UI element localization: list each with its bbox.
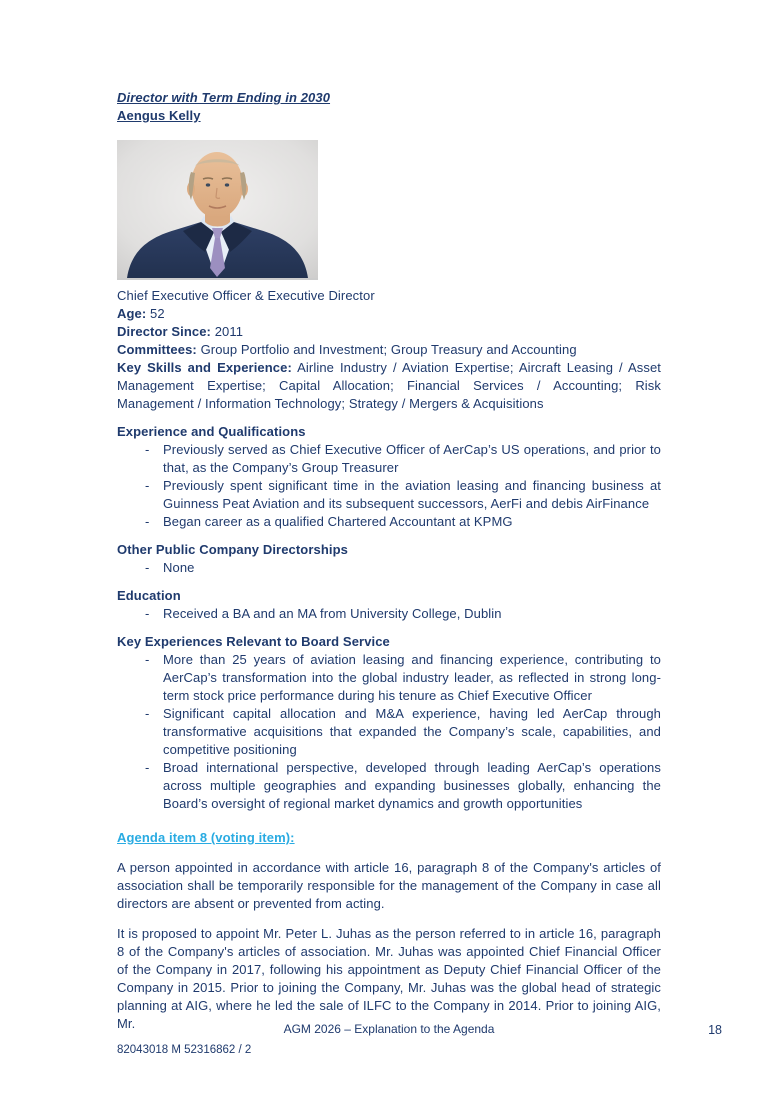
director-since-value: 2011 — [214, 324, 244, 339]
bullet-dash: - — [145, 760, 150, 775]
list-item — [117, 513, 661, 531]
director-since-label: Director Since: — [117, 324, 211, 339]
bullet-dash: - — [145, 478, 150, 493]
committees-line — [117, 341, 661, 359]
term-ending-heading: Director with Term Ending in 2030 — [117, 90, 331, 105]
director-name-heading: Aengus Kelly — [117, 108, 201, 123]
key-skills-line — [117, 359, 661, 413]
section-other-directorships — [117, 541, 661, 577]
director-portrait-photo — [117, 140, 318, 280]
section-education — [117, 587, 661, 623]
agenda-paragraph: A person appointed in accordance with article 16, paragraph 8 of the Company's articles of association shall be temporarily responsible for the management of the Company in case all directors are absent or prevented from acting. — [117, 860, 661, 911]
committees-value: Group Portfolio and Investment; Group Treasury and Accounting — [200, 342, 577, 357]
list-item — [117, 477, 661, 513]
bullet-dash: - — [145, 606, 150, 621]
section-heading: Experience and Qualifications — [117, 424, 306, 439]
section-heading: Education — [117, 588, 181, 603]
bullet-text: Previously spent significant time in the aviation leasing and financing business at Guinness Peat Aviation and its subsequent successors, AerFi and debis AirFinance — [163, 478, 661, 511]
bullet-dash: - — [145, 706, 150, 721]
bullet-dash: - — [145, 442, 150, 457]
bullet-text: Broad international perspective, developed through leading AerCap’s operations across multiple geographies and expanding businesses globally, enhancing the Board’s oversight of regional market dynamics and growth opportunities — [163, 760, 661, 811]
section-heading: Key Experiences Relevant to Board Service — [117, 634, 390, 649]
bullet-text: Previously served as Chief Executive Officer of AerCap’s US operations, and prior to that, as the Company’s Group Treasurer — [163, 442, 661, 475]
age-label: Age: — [117, 306, 147, 321]
agenda-item-heading: Agenda item 8 (voting item): — [117, 830, 295, 845]
age-value: 52 — [150, 306, 165, 321]
director-title: Chief Executive Officer & Executive Director — [117, 288, 375, 303]
footer-document-title: AGM 2026 – Explanation to the Agenda — [283, 1022, 495, 1036]
bullet-dash: - — [145, 652, 150, 667]
bullet-dash: - — [145, 514, 150, 529]
section-heading: Other Public Company Directorships — [117, 542, 348, 557]
key-skills-value: Airline Industry / Aviation Expertise; Aircraft Leasing / Asset Management Expertise; Capital Allocation; Financial Services / Accounting; Risk Management / Information Technology; Strategy / Mergers & Acquisitions — [117, 360, 661, 411]
director-since-line — [117, 323, 661, 341]
document-reference-number: 82043018 M 52316862 / 2 — [117, 1044, 252, 1056]
page-content — [117, 89, 661, 1033]
agenda-paragraph: It is proposed to appoint Mr. Peter L. Juhas as the person referred to in article 16, paragraph 8 of the Company's articles of association. Mr. Juhas was appointed Chief Financial Officer of the Company in 2017, following his appointment as Deputy Chief Financial Officer of the Company in 2015. Prior to joining the Company, Mr. Juhas was the global head of strategic planning at AIG, where he led the sale of ILFC to the Company in 2014. Prior to joining AIG, Mr. — [117, 926, 661, 1031]
key-skills-label: Key Skills and Experience: — [117, 360, 292, 375]
list-item — [117, 705, 661, 759]
bullet-text: Began career as a qualified Chartered Accountant at KPMG — [163, 514, 513, 529]
section-experience-qualifications — [117, 423, 661, 531]
list-item — [117, 759, 661, 813]
page-number: 18 — [708, 1023, 722, 1037]
list-item — [117, 559, 661, 577]
list-item — [117, 605, 661, 623]
section-key-experiences — [117, 633, 661, 813]
bullet-dash: - — [145, 560, 150, 575]
bullet-text: Received a BA and an MA from University College, Dublin — [163, 606, 502, 621]
director-age-line — [117, 305, 661, 323]
committees-label: Committees: — [117, 342, 197, 357]
bullet-text: More than 25 years of aviation leasing and financing experience, contributing to AerCap’s transformation into the global industry leader, as reflected in strong long-term stock price performance during his tenure as Chief Executive Officer — [163, 652, 661, 703]
list-item — [117, 651, 661, 705]
bullet-text: None — [163, 560, 195, 575]
list-item — [117, 441, 661, 477]
bullet-text: Significant capital allocation and M&A experience, having led AerCap through transformative acquisitions that expanded the Company’s scale, capabilities, and competitive positioning — [163, 706, 661, 757]
portrait-illustration — [117, 140, 318, 278]
